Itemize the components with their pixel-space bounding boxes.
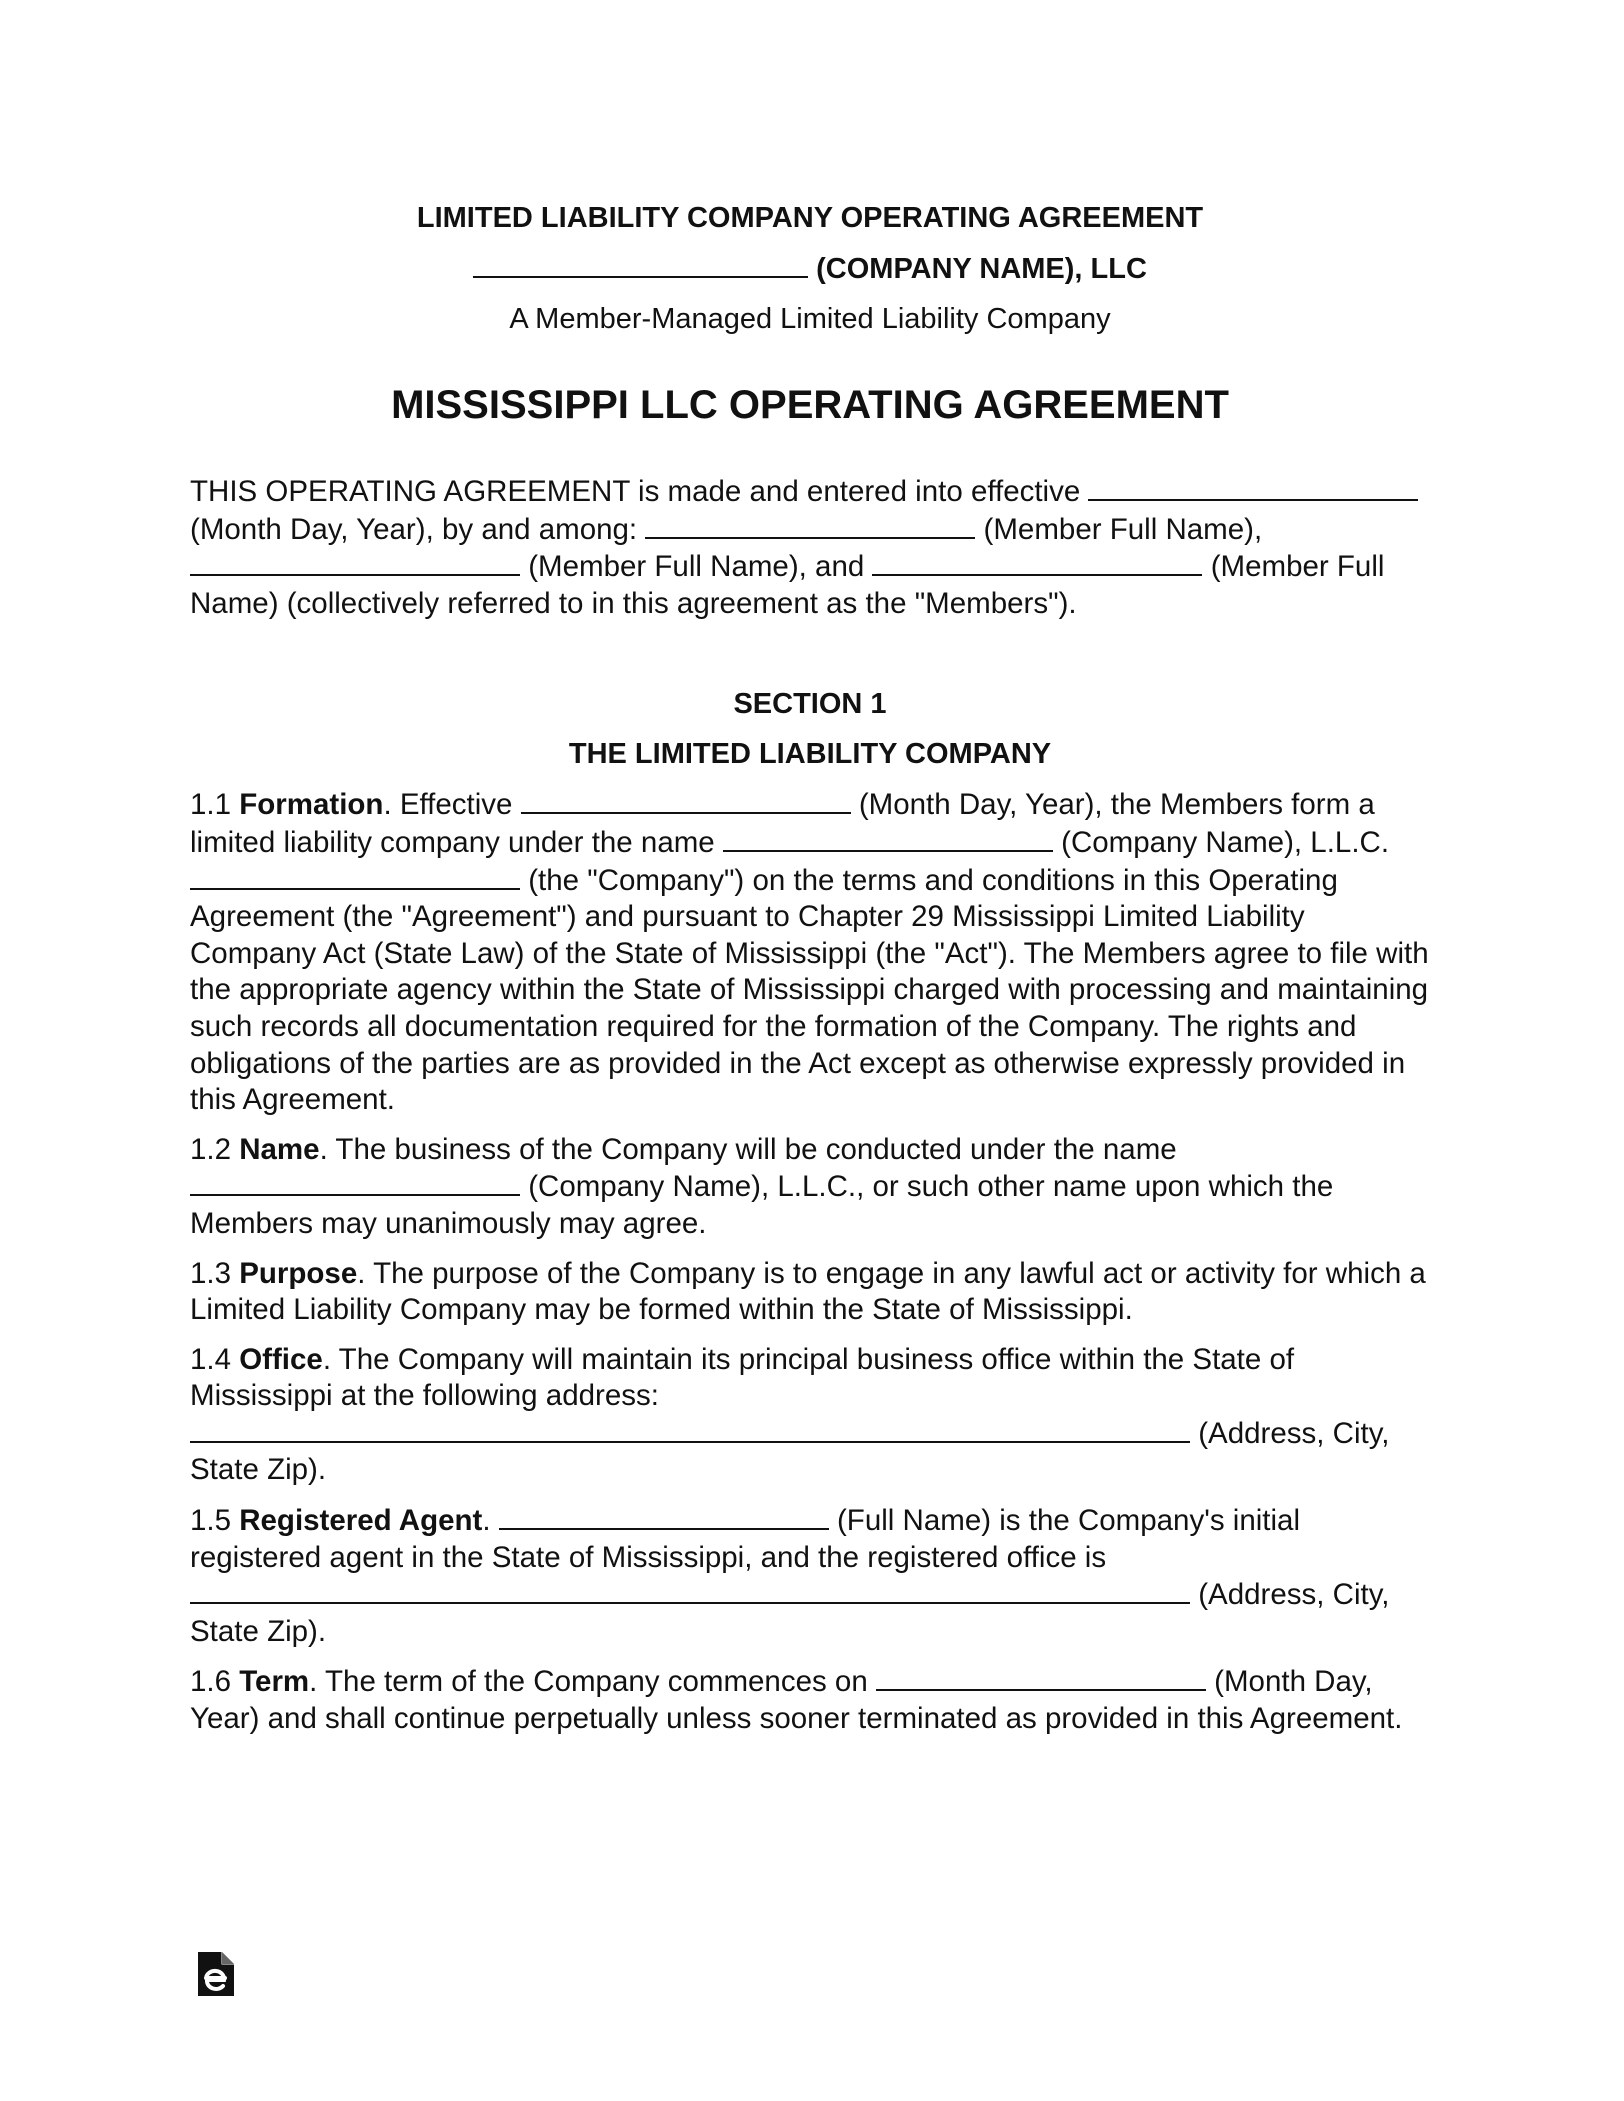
registered-agent-blank[interactable] (499, 1502, 829, 1530)
intro-text-2: (Month Day, Year), by and among: (190, 512, 638, 546)
registered-office-address-blank[interactable] (190, 1576, 1190, 1604)
document-page (190, 200, 1430, 1751)
clause-1-5-text-c: (Address, City, State Zip). (190, 1578, 1390, 1648)
member-1-blank[interactable] (645, 511, 975, 539)
clause-1-5 (190, 1502, 1430, 1650)
member-2-blank[interactable] (190, 548, 520, 576)
intro-text-3: (Member Full Name), (983, 512, 1263, 546)
member-3-blank[interactable] (872, 548, 1202, 576)
clause-1-6-number: 1.6 (190, 1665, 232, 1699)
header-company-line (190, 250, 1430, 287)
clause-1-4-number: 1.4 (190, 1342, 232, 1376)
clause-1-3-label: Purpose (239, 1256, 358, 1290)
office-address-blank[interactable] (190, 1415, 1190, 1443)
clause-1-4 (190, 1342, 1430, 1489)
clause-1-1 (190, 786, 1430, 1118)
intro-text-1: THIS OPERATING AGREEMENT is made and entered into effective (190, 475, 1081, 508)
clause-1-5-text-a: . (482, 1504, 491, 1538)
clause-1-4-text-a: . The Company will maintain its principal business office within the State of Mississippi at the following address: (190, 1342, 1295, 1413)
formation-company-name-blank[interactable] (723, 824, 1053, 852)
clause-1-1-text-b: (Month Day, Year), the Members form a limited liability company under the name (190, 788, 1375, 859)
company-name-blank[interactable] (473, 250, 808, 278)
term-date-blank[interactable] (876, 1663, 1206, 1691)
clause-1-3-number: 1.3 (190, 1256, 232, 1290)
intro-text-4: (Member Full Name), and (528, 550, 865, 584)
clause-1-4-label: Office (239, 1342, 323, 1376)
clause-1-2 (190, 1132, 1430, 1243)
clause-1-1-text-a: . Effective (383, 788, 513, 822)
clause-1-2-text-a: . The business of the Company will be conducted under the name (319, 1132, 1177, 1166)
clause-1-5-number: 1.5 (190, 1504, 232, 1538)
clause-1-5-text-b: (Full Name) is the Company's initial registered agent in the State of Mississippi, and the registered office is (190, 1504, 1301, 1574)
clause-1-2-number: 1.2 (190, 1132, 232, 1166)
clause-1-1-label: Formation (239, 788, 384, 822)
intro-text-5: (Member Full Name) (collectively referred to in this agreement as the "Members"). (190, 550, 1385, 620)
document-title: MISSISSIPPI LLC OPERATING AGREEMENT (391, 383, 1229, 427)
header-agreement-type: LIMITED LIABILITY COMPANY OPERATING AGREEMENT (416, 202, 1204, 234)
clause-1-6-text-b: (Month Day, Year) and shall continue perpetually unless sooner terminated as provided in this Agreement. (190, 1665, 1403, 1736)
effective-date-blank[interactable] (1088, 473, 1418, 501)
clause-1-2-text-b: (Company Name), L.L.C., or such other name upon which the Members may unanimously may agree. (190, 1170, 1334, 1240)
section-number: SECTION 1 (733, 688, 887, 721)
clause-1-6-label: Term (239, 1665, 310, 1699)
clause-1-4-text-b: (Address, City, State Zip). (190, 1416, 1390, 1487)
intro-paragraph (190, 473, 1430, 622)
clause-1-3 (190, 1256, 1430, 1329)
business-name-blank[interactable] (190, 1168, 520, 1196)
formation-llc-blank[interactable] (190, 862, 520, 890)
clause-1-5-label: Registered Agent (239, 1504, 483, 1538)
clause-1-2-label: Name (239, 1132, 320, 1166)
clause-1-1-number: 1.1 (190, 788, 232, 822)
clause-1-3-text-a: . The purpose of the Company is to engage in any lawful act or activity for which a Limited Liability Company may be formed within the State of Mississippi. (190, 1256, 1426, 1327)
header-company-label: (COMPANY NAME), LLC (816, 253, 1147, 285)
clause-1-6 (190, 1663, 1430, 1737)
section-heading: THE LIMITED LIABILITY COMPANY (568, 738, 1052, 771)
clause-1-1-text-c: (Company Name), L.L.C. (1061, 825, 1390, 859)
header-subtitle: A Member-Managed Limited Liability Company (509, 303, 1111, 335)
formation-date-blank[interactable] (521, 786, 851, 814)
eforms-logo-icon (196, 1950, 236, 1998)
clause-1-6-text-a: . The term of the Company commences on (309, 1665, 868, 1699)
clause-1-1-text-d: (the "Company") on the terms and conditions in this Operating Agreement (the "Agreement") and pursuant to Chapter 29 Mississippi Limited Liability Company Act (State Law) of the State of Mississippi (the "Act"). The Members agree to file with the appropriate agency within the State of Mississippi charged with processing and maintaining such records all documentation required for the formation of the Company. The rights and obligations of the parties are as provided in the Act except as otherwise expressly provided in this Agreement. (190, 863, 1429, 1117)
